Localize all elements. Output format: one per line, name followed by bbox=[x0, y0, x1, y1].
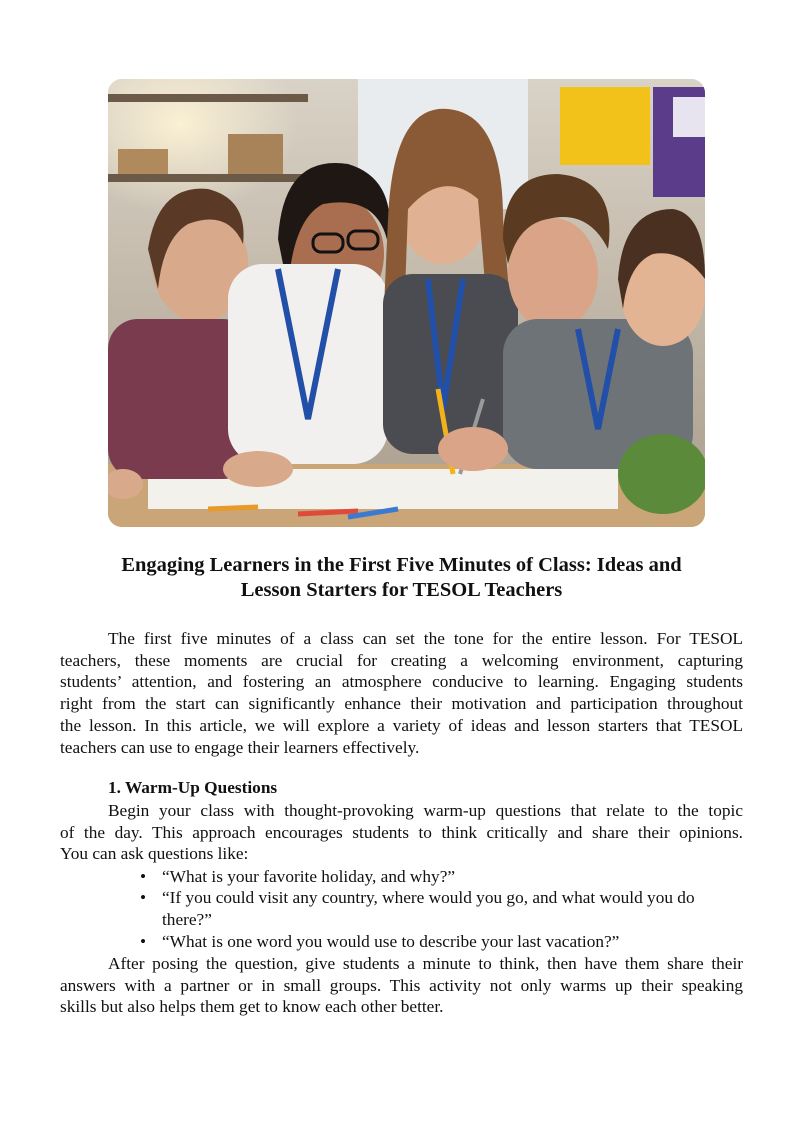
article-title bbox=[60, 553, 743, 603]
list-item-text: “What is one word you would use to describe your last vacation?” bbox=[162, 932, 620, 951]
bullet-icon: • bbox=[140, 932, 147, 951]
section1-line-3: You can ask questions like: bbox=[60, 844, 249, 864]
list-item-continuation bbox=[162, 909, 212, 931]
intro-line-2: teachers, these moments are crucial for creating a welcoming environment, capturing bbox=[60, 650, 743, 670]
intro-paragraph bbox=[60, 628, 743, 758]
section1-line-2: of the day. This approach encourages students to think critically and share their opinions. bbox=[60, 822, 743, 842]
intro-line-1: The first five minutes of a class can set the tone for the entire lesson. For TESOL bbox=[108, 629, 743, 648]
list-item bbox=[140, 931, 620, 953]
bullet-icon: • bbox=[140, 867, 147, 886]
section1-after-paragraph bbox=[60, 953, 743, 1018]
list-item-text: “If you could visit any country, where would you go, and what would you do bbox=[162, 888, 695, 907]
intro-line-6: teachers can use to engage their learners effectively. bbox=[60, 737, 420, 757]
title-line-1: Engaging Learners in the First Five Minutes of Class: Ideas and bbox=[121, 554, 682, 576]
intro-line-5: the lesson. In this article, we will explore a variety of ideas and lesson starters that TESOL bbox=[60, 715, 743, 735]
after-line-1: After posing the question, give students a minute to think, then have them share their bbox=[108, 954, 743, 973]
section-heading-warm-up: 1. Warm-Up Questions bbox=[108, 778, 278, 797]
bullet-icon: • bbox=[140, 888, 147, 907]
after-line-3: skills but also helps them get to know each other better. bbox=[60, 997, 444, 1017]
title-line-2: Lesson Starters for TESOL Teachers bbox=[240, 579, 563, 601]
list-item-text: there?” bbox=[162, 910, 212, 929]
list-item bbox=[140, 887, 695, 909]
after-line-2: answers with a partner or in small groups. This activity not only warms up their speaking bbox=[60, 975, 743, 995]
classroom-photo-illustration bbox=[108, 79, 705, 527]
section1-line-1: Begin your class with thought-provoking warm-up questions that relate to the topic bbox=[108, 801, 743, 820]
section1-body bbox=[60, 800, 743, 865]
classroom-photo bbox=[108, 79, 705, 527]
list-item-text: “What is your favorite holiday, and why?” bbox=[162, 867, 456, 886]
list-item bbox=[140, 866, 456, 888]
intro-line-4: right from the start can significantly enhance their motivation and participation throughout bbox=[60, 694, 743, 714]
intro-line-3: students’ attention, and fostering an atmosphere conducive to learning. Engaging students bbox=[60, 672, 743, 692]
